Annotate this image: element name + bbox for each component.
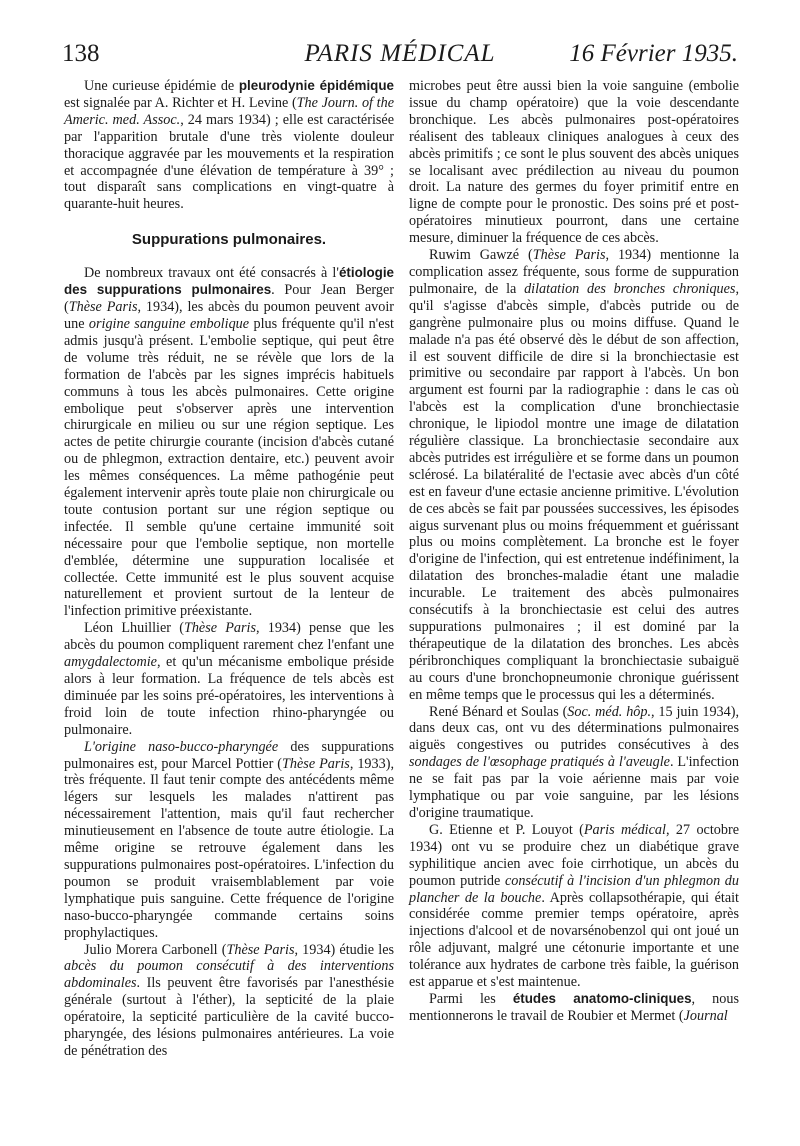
paragraph-carbonell: Julio Morera Carbonell (Thèse Paris, 1934) étudie les abcès du poumon consécutif à des interventions abdominales. Ils peuvent être favorisés par l'anesthésie générale (surtout à l'éther), la septicité de la plaie opératoire, la septicité particulière de la cavité bucco-pharyngée, des lésions pulmonaires antérieures. La voie de pénétration des — [64, 941, 395, 1059]
paragraph-anatomo-cliniques: Parmi les études anatomo-cliniques, nous mentionnerons le travail de Roubier et Mermet (Journal — [409, 990, 739, 1024]
paragraph-etienne-louyot: G. Etienne et P. Louyot (Paris médical, 27 octobre 1934) ont vu se produire chez un diabétique grave syphilitique ancien avec foie cirrhotique, un abcès du poumon putride consécutif à l'incision d'un phlegmon du plancher de la bouche. Après collapsothérapie, qui était considérée comme premier temps opératoire, après injections d'alcool et de novarsénobenzol qui ont joué un rôle adjuvant, malgré une cétonurie importante et une tolérance aux hydrates de carbone très faible, la guérison est apparue et s'est maintenue. — [409, 821, 739, 991]
page-header — [62, 40, 738, 74]
left-column — [64, 78, 394, 1060]
paragraph-pottier: L'origine naso-bucco-pharyngée des suppurations pulmonaires est, pour Marcel Pottier (Thèse Paris, 1933), très fréquente. Il faut tenir compte des antécédents même légers sur lesquels les malades n'attirent pas nécessairement l'attention, mais qu'il faut rechercher minutieusement en l'absence de toute autre étiologie. La même origine se retrouve également dans les suppurations pulmonaires post-opératoires. L'infection du poumon se produit vraisemblablement par voie lymphatique puis sanguine. Cette fréquence de l'origine naso-bucco-pharyngée commande certains soins prophylactiques. — [64, 738, 394, 941]
paragraph-continuation: microbes peut être aussi bien la voie sanguine (embolie issue du champ opératoire) que la voie descendante bronchique. Les abcès pulmonaires post-opératoires réalisent des tableaux cliniques analogues à ceux des abcès primitifs ; ce sont le plus souvent des abcès uniques se localisant avec prédilection au niveau du poumon droit. La nature des germes du foyer primitif entre en ligne de compte pour le pronostic. Des soins pré et post-opératoires minutieux pourront, dans une certaine mesure, diminuer la fréquence de ces abcès. — [409, 78, 739, 247]
paragraph-lhuillier: Léon Lhuillier (Thèse Paris, 1934) pense que les abcès du poumon compliquent rarement chez l'enfant une amygdalectomie, et qu'un mécanisme embolique préside alors à leur formation. La fréquence de tels abcès est diminuée par les soins pré-opératoires, les interventions à froid loin de toute infection rhino-pharyngée ou pulmonaire. — [64, 620, 394, 738]
paragraph-etiologie: De nombreux travaux ont été consacrés à l'étiologie des suppurations pulmonaires. Pour Jean Berger (Thèse Paris, 1934), les abcès du poumon peuvent avoir une origine sanguine embolique plus fréquente qu'il n'est admis jusqu'à présent. L'embolie septique, qui peut être de volume très réduit, ne se révèle que lors de la formation de l'abcès par les signes imprécis habituels communs à tous les abcès pulmonaires. Cette origine embolique peut s'observer après une intervention chirurgicale en milieu ou sur une région septique. Les actes de petite chirurgie courante (incision d'abcès cutané ou de phlegmon, extraction dentaire, etc.) peuvent avoir les mêmes conséquences. La même pathogénie peut également intervenir après toute plaie non chirurgicale ou toute contusion portant sur une région septique ou infectée. Il semble qu'une certaine immunité soit nécessaire pour que l'embolie septique, non mortelle d'emblée, détermine une suppuration localisée et collectée. Cette immunité est le plus souvent acquise naturellement et provient surtout de la lenteur de l'infection primitive préexistante. — [64, 265, 395, 620]
journal-title: PARIS MÉDICAL — [304, 40, 496, 67]
paragraph-benard-soulas: René Bénard et Soulas (Soc. méd. hôp., 15 juin 1934), dans deux cas, ont vu des déterminations pulmonaires aiguës congestives ou putrides consécutives à des sondages de l'œsophage pratiqués à l'aveugle. L'infection ne se fait pas par la voie aérienne mais par voie lymphatique ou par voie sanguine, par les lésions d'origine traumatique. — [409, 703, 740, 821]
right-column — [409, 78, 739, 1025]
section-heading: Suppurations pulmonaires. — [131, 231, 327, 249]
page-number: 138 — [62, 40, 100, 67]
issue-date: 16 Février 1935. — [569, 40, 738, 67]
paragraph-gawze: Ruwim Gawzé (Thèse Paris, 1934) mentionne la complication assez fréquente, sous forme de suppuration pulmonaire, de la dilatation des bronches chroniques, qu'il s'agisse d'abcès simple, d'abcès putride ou de gangrène pulmonaire plus ou moins diffuse. Quand le malade n'a pas été observé dès le début de son affection, il est souvent difficile de dire si la bronchiectasie est primitive ou secondaire par rapport à l'abcès. Un bon argument est fourni par la radiographie : dans le cas où l'abcès est la complication d'une bronchiectasie chronique, le lipiodol montre une image de dilatation régulière classique. La bronchiectasie secondaire aux abcès putrides est irrégulière et se forme dans un poumon sclérosé. La bilatéralité de l'ectasie avec abcès d'un côté est en faveur d'une ectasie ancienne primitive. L'évolution de ces abcès se fait par poussées successives, les épisodes aigus survenant plus ou moins fréquemment et guérissant plus ou moins complètement. La bronche est le foyer d'origine de l'infection, qui est entretenue indéfiniment, la dilatation des bronches-maladie étant une maladie incurable. Le traitement des abcès pulmonaires consécutifs à la bronchiectasie est celui des autres suppurations pulmonaires ; il est dominé par la thérapeutique de la dilatation des bronches. Les abcès péribronchiques compliquant la bronchiectasie subaiguë au cours d'une bronchopneumonie chronique guérissent en même temps que le processus qui les a déterminés. — [409, 247, 739, 703]
paragraph-pleurodynie: Une curieuse épidémie de pleurodynie épidémique est signalée par A. Richter et H. Levine (The Journ. of the Americ. med. Assoc., 24 mars 1934) ; elle est caractérisée par l'apparition brutale d'une très violente douleur thoracique aggravée par les mouvements et la respiration et accompagnée d'une élévation de température à 39° ; tout disparaît sans complications en vingt-quatre à quarante-huit heures. — [64, 78, 395, 213]
